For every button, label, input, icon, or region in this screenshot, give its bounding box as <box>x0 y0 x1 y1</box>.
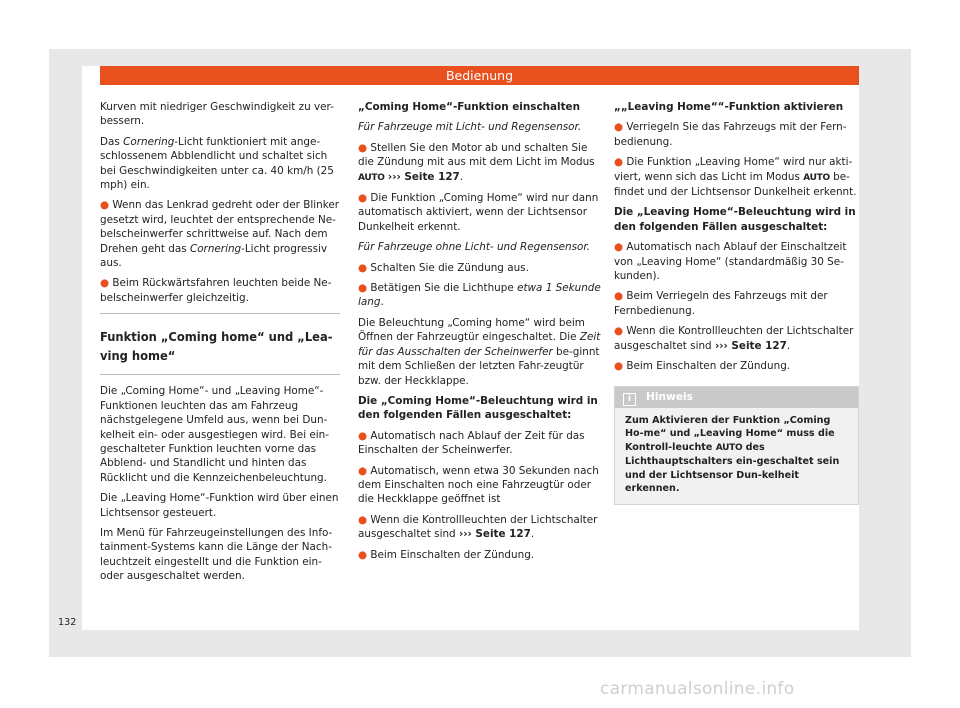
bullet-icon: ● <box>358 548 368 561</box>
bullet-item: ● Wenn die Kontrollleuchten der Lichtschalter ausgeschaltet sind ››› Seite 127. <box>614 325 854 352</box>
note-title: Hinweis <box>646 390 693 403</box>
bullet-icon: ● <box>614 241 624 254</box>
bullet-item: ● Beim Rückwärtsfahren leuchten beide Ne-belscheinwerfer gleichzeitig. <box>100 277 332 304</box>
subheading: „Coming Home“-Funktion einschalten <box>358 101 580 113</box>
paragraph: Die „Coming Home“- und „Leaving Home“-Funktionen leuchten das am Fahrzeug nächstgelegene Umfeld aus, wenn bei Dun-kelheit ein- oder ausgestiegen wird. Bei ein-geschalteter Funktion leuchten vorne das Abblend- und Standlicht und hinten das Rücklicht und die Kennzeichenbeleuchtung. <box>100 385 330 484</box>
bullet-icon: ● <box>100 199 110 212</box>
bullet-icon: ● <box>614 121 624 134</box>
bullet-item: ● Beim Einschalten der Zündung. <box>614 360 791 373</box>
condition-text: Für Fahrzeuge mit Licht- und Regensensor. <box>358 121 582 134</box>
subheading: „„Leaving Home““-Funktion aktivieren <box>614 101 844 113</box>
bullet-icon: ● <box>358 141 368 154</box>
note-text: Zum Aktivieren der Funktion „Coming Ho-me“ und „Leaving Home“ muss die Kontroll-leuchte AUTO des Lichthauptschalters ein-geschaltet sein und der Lichtsensor Dun-kelheit erkennen. <box>625 414 840 495</box>
subheading: Die „Leaving Home“-Beleuchtung wird in den folgenden Fällen ausgeschaltet: <box>614 206 856 233</box>
bullet-item: ● Die Funktion „Leaving Home“ wird nur akti-viert, wenn sich das Licht im Modus AUTO be-findet und der Lichtsensor Dunkelheit erkennt. <box>614 156 857 199</box>
paragraph: Im Menü für Fahrzeugeinstellungen des Info-tainment-Systems kann die Länge der Nach-leuchtzeit eingestellt und die Funktion ein-oder ausgeschaltet werden. <box>100 526 333 583</box>
bullet-item: ● Automatisch nach Ablauf der Zeit für das Einschalten der Scheinwerfer. <box>358 429 585 457</box>
bullet-item: ● Wenn die Kontrollleuchten der Lichtschalter ausgeschaltet sind ››› Seite 127. <box>358 513 598 541</box>
bullet-icon: ● <box>614 360 624 373</box>
bullet-icon: ● <box>358 513 368 526</box>
note-box <box>614 386 859 506</box>
bullet-icon: ● <box>358 192 368 205</box>
page-reference-link[interactable]: ››› Seite 127 <box>387 170 460 183</box>
section-divider <box>100 313 340 314</box>
bullet-item: ● Automatisch, wenn etwa 30 Sekunden nach dem Einschalten noch eine Fahrzeugtür oder die Heckklappe geöffnet ist <box>358 464 599 506</box>
paragraph: Das Cornering-Licht funktioniert mit ange-schlossenem Abblendlicht und schaltet sich bei Geschwindigkeiten unter ca. 40 km/h (25 mph) ein. <box>100 135 334 192</box>
bullet-icon: ● <box>358 464 368 477</box>
auto-mode-icon: AUTO <box>715 442 743 453</box>
auto-mode-icon: AUTO <box>358 172 385 183</box>
page-number: 132 <box>58 617 77 628</box>
page-reference-link[interactable]: ››› Seite 127 <box>714 339 787 352</box>
bullet-icon: ● <box>614 325 624 338</box>
bullet-item: ● Beim Verriegeln des Fahrzeugs mit der Fernbedienung. <box>614 290 828 317</box>
bullet-item: ● Automatisch nach Ablauf der Einschaltzeit von „Leaving Home“ (standardmäßig 30 Se-kunden). <box>614 241 847 283</box>
bullet-item: ● Verriegeln Sie das Fahrzeugs mit der Fern-bedienung. <box>614 121 847 148</box>
bullet-icon: ● <box>358 282 368 295</box>
bullet-item: ● Betätigen Sie die Lichthupe etwa 1 Sekunde lang. <box>358 282 601 309</box>
bullet-icon: ● <box>358 429 368 442</box>
column-2 <box>358 100 601 568</box>
section-title: Funktion „Coming home“ und „Lea-ving home“ <box>100 330 333 365</box>
bullet-icon: ● <box>614 156 624 169</box>
paragraph: Die Beleuchtung „Coming home“ wird beim Öffnen der Fahrzeugtür eingeschaltet. Die Zeit für das Ausschalten der Scheinwerfer be-ginnt mit dem Schließen der letzten Fahr-zeugtür bzw. der Heckklappe. <box>358 316 601 387</box>
column-3 <box>614 100 859 505</box>
bullet-icon: ● <box>614 290 624 303</box>
column-1 <box>100 100 340 590</box>
bullet-item: ● Schalten Sie die Zündung aus. <box>358 261 529 274</box>
bullet-item: ● Stellen Sie den Motor ab und schalten Sie die Zündung mit aus mit dem Licht im Modus AUTO ››› Seite 127. <box>358 141 595 183</box>
bullet-item: ● Beim Einschalten der Zündung. <box>358 548 535 561</box>
bullet-icon: ● <box>358 261 368 274</box>
auto-mode-icon: AUTO <box>803 172 830 183</box>
page-reference-link[interactable]: ››› Seite 127 <box>458 528 531 541</box>
bullet-item: ● Wenn das Lenkrad gedreht oder der Blinker gesetzt wird, leuchtet der entsprechende Ne-belscheinwerfer schrittweise auf. Nach dem Drehen geht das Cornering-Licht progressiv aus. <box>100 199 340 270</box>
note-header <box>615 387 858 408</box>
subheading: Die „Coming Home“-Beleuchtung wird in den folgenden Fällen ausgeschaltet: <box>358 394 598 422</box>
paragraph: Kurven mit niedriger Geschwindigkeit zu ver-bessern. <box>100 101 334 128</box>
condition-text: Für Fahrzeuge ohne Licht- und Regensensor. <box>358 241 591 254</box>
watermark: carmanualsonline.info <box>600 679 795 699</box>
paragraph: Die „Leaving Home“-Funktion wird über einen Lichtsensor gesteuert. <box>100 492 339 519</box>
info-icon: i <box>623 393 636 406</box>
bullet-icon: ● <box>100 277 110 290</box>
section-divider <box>100 374 340 375</box>
bullet-item: ● Die Funktion „Coming Home“ wird nur dann automatisch aktiviert, wenn der Lichtsensor Dunkelheit erkennt. <box>358 192 599 233</box>
section-header: Bedienung <box>100 66 859 85</box>
